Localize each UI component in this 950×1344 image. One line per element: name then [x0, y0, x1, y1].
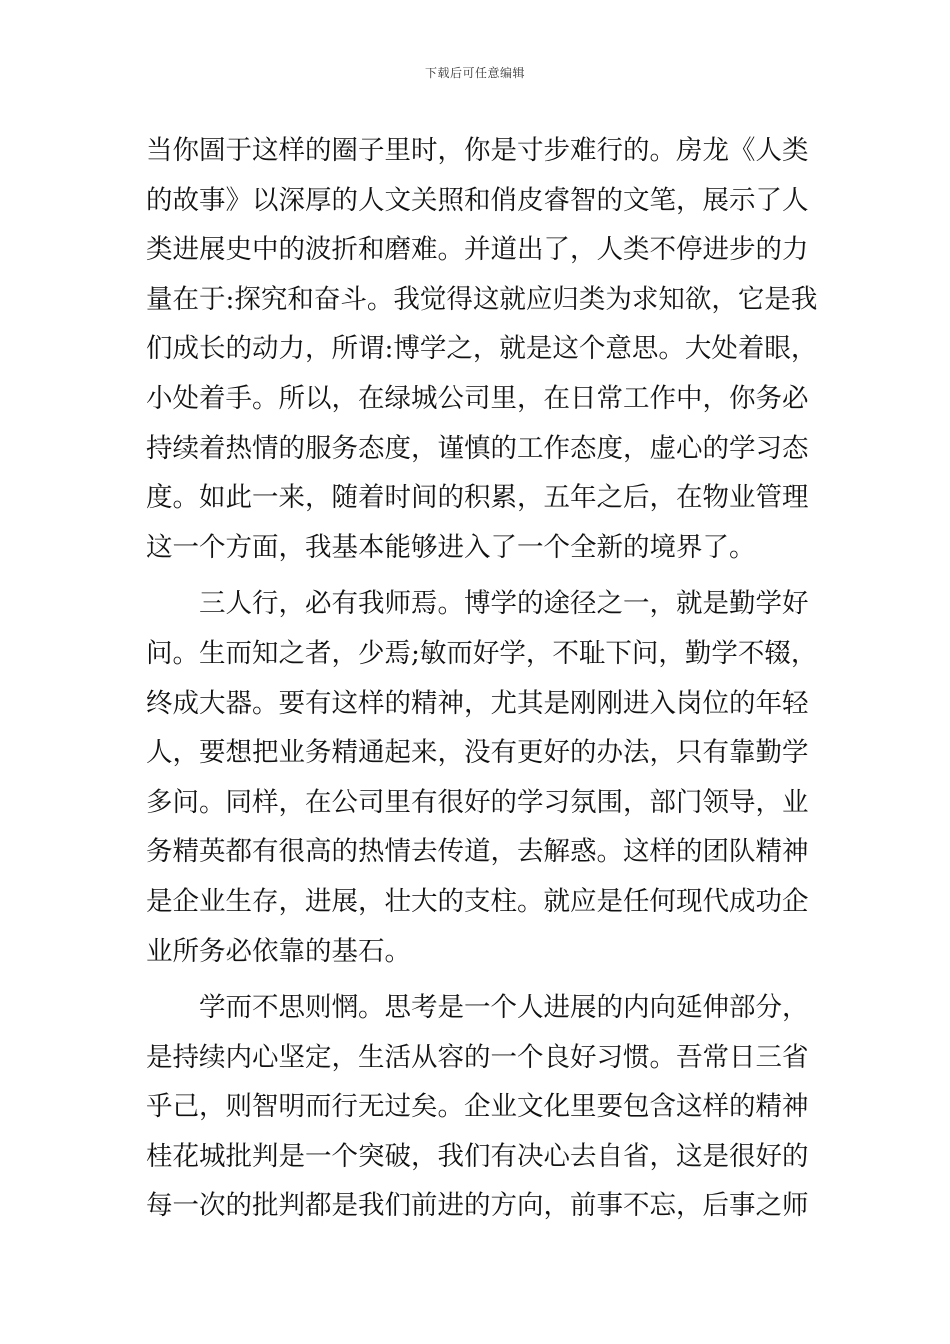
text-line: 度。如此一来，随着时间的积累，五年之后，在物业管理: [146, 482, 809, 514]
text-line: 问。生而知之者，少焉;敏而好学，不耻下问，勤学不辍，: [146, 637, 818, 669]
text-line: 人，要想把业务精通起来，没有更好的办法，只有靠勤学: [146, 737, 809, 769]
text-line: 三人行，必有我师焉。博学的途径之一，就是勤学好: [199, 588, 809, 620]
page-header: 下载后可任意编辑: [424, 66, 525, 80]
text-line: 乎己，则智明而行无过矣。企业文化里要包含这样的精神: [146, 1091, 809, 1123]
text-line: 这一个方面，我基本能够进入了一个全新的境界了。: [146, 531, 756, 563]
text-line: 类进展史中的波折和磨难。并道出了，人类不停进步的力: [146, 234, 809, 266]
paragraph: [146, 983, 808, 1231]
document-body: [146, 126, 818, 1231]
text-line: 每一次的批判都是我们前进的方向，前事不忘，后事之师: [146, 1190, 809, 1222]
text-line: 持续着热情的服务态度，谨慎的工作态度，虚心的学习态: [146, 432, 809, 464]
text-line: 小处着手。所以，在绿城公司里，在日常工作中，你务必: [146, 382, 809, 414]
text-line: 当你圄于这样的圈子里时，你是寸步难行的。房龙《人类: [146, 135, 809, 166]
text-line: 的故事》以深厚的人文关照和俏皮睿智的文笔，展示了人: [146, 184, 809, 216]
text-line: 多问。同样，在公司里有很好的学习氛围，部门领导，业: [146, 786, 809, 818]
text-line: 量在于:探究和奋斗。我觉得这就应归类为求知欲，它是我: [146, 283, 818, 315]
paragraph: [146, 579, 818, 976]
text-line: 终成大器。要有这样的精神，尤其是刚刚进入岗位的年轻: [146, 687, 809, 719]
paragraph: [146, 126, 818, 572]
text-line: 务精英都有很高的热情去传道，去解惑。这样的团队精神: [146, 836, 809, 868]
text-line: 是企业生存，进展，壮大的支柱。就应是任何现代成功企: [146, 885, 809, 917]
text-line: 桂花城批判是一个突破，我们有决心去自省，这是很好的: [146, 1140, 809, 1172]
text-line: 们成长的动力，所谓:博学之，就是这个意思。大处着眼，: [146, 333, 818, 365]
text-line: 学而不思则惘。思考是一个人进展的内向延伸部分，: [199, 992, 809, 1024]
text-line: 业所务必依靠的基石。: [146, 935, 411, 967]
text-line: 是持续内心坚定，生活从容的一个良好习惯。吾常日三省: [146, 1041, 809, 1073]
